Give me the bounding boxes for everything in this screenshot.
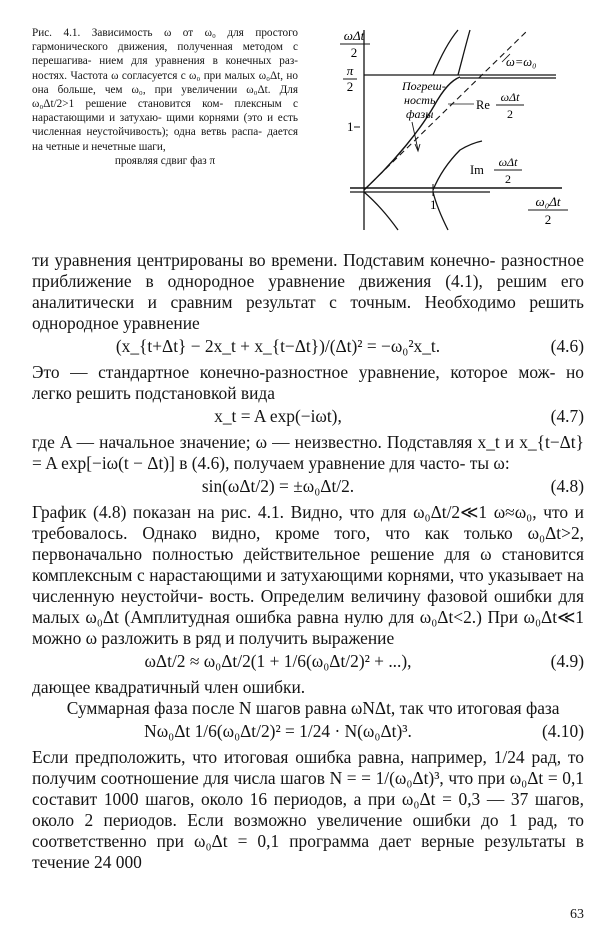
text-line: можно ω разложить в ряд и получить выражение [32, 628, 395, 648]
equation-body: Nω₀Δt 1/6(ω₀Δt/2)² = 1/24 · N(ω₀Δt)³. [144, 721, 412, 741]
figure-4-1 [330, 18, 600, 236]
paragraph [32, 502, 584, 649]
text-line: дающее квадратичный член ошибки. [32, 677, 306, 697]
text-line: ты ω: [469, 453, 510, 473]
identity-label: ω=ω₀ [506, 55, 537, 69]
text-line: вость. Определим величину фазовой ошибки для малых ω₀Δt [32, 586, 584, 627]
paragraph [32, 432, 584, 474]
text-line: периодов, а при ω₀Δt = 0,3 — 37 шагов, около 2 периодов. Если [32, 789, 584, 830]
equation-4-10 [32, 721, 584, 745]
paragraph [32, 250, 584, 334]
re-label-den: 2 [507, 107, 513, 121]
caption-line: ω₀Δt/2>1 решение становится ком- [32, 98, 224, 111]
caption-line: ностях. Частота ω согласуется с ω₀ [32, 69, 201, 82]
equation-body: sin(ωΔt/2) = ±ω₀Δt/2. [201, 476, 355, 496]
y-axis-label-den: 2 [350, 45, 358, 60]
paragraph [32, 677, 584, 698]
phase-error-label-1: Погреш- [402, 79, 446, 93]
text-line: где A — начальное значение; ω — неизвестно. Подставляя x_t и [32, 432, 515, 452]
y-axis-label-num: ωΔt [343, 28, 365, 43]
text-line: Необходимо решить однородное уравнение [32, 292, 584, 333]
im-label-prefix: Im [470, 163, 484, 177]
text-line: Если предположить, что итоговая ошибка равна, например, 1/24 [32, 747, 525, 767]
text-line: = 1/(ω₀Δt)³, что при ω₀Δt = 0,1 составит 1000 шагов, около 16 [32, 768, 584, 809]
caption-last-line: проявляя сдвиг фаз π [114, 154, 216, 167]
text-line: итоговая фаза [457, 698, 560, 718]
paragraph [32, 362, 584, 404]
caption-line: нием для уравнения в конечных раз- [99, 55, 299, 68]
equation-body: ωΔt/2 ≈ ω₀Δt/2(1 + 1/6(ω₀Δt/2)² + ...), [144, 651, 412, 671]
caption-line: дается на четные и нечетные шаги, [32, 126, 298, 153]
equation-4-7 [32, 406, 584, 430]
text-line: Это — стандартное конечно-разностное уравнение, которое мож- [32, 362, 556, 382]
text-line: но легко решить подстановкой вида [32, 362, 584, 403]
re-label-prefix: Re [476, 98, 490, 112]
upper-branch-right [458, 30, 470, 75]
im-label-num: ωΔt [498, 155, 518, 169]
text-line: рад, то получим соотношение для числа шагов N = [32, 747, 584, 788]
x-axis-label-num: ω₀Δt [535, 194, 561, 209]
equation-number: (4.8) [550, 476, 584, 496]
text-line: затухающими корнями, что указывает на численную неустойчи- [32, 565, 584, 606]
text-line: (4.1), решим его аналитически и сравним результат с точным. [32, 271, 584, 312]
text-line: разностное приближение в однородное уравнение движения [32, 250, 584, 291]
phase-error-label-2: ность [404, 93, 436, 107]
im-label-den: 2 [505, 172, 511, 186]
text-line: только ω₀Δt>2, первоначально полностью действительное [32, 523, 584, 564]
caption-line: плексным с нарастающими и затухаю- [32, 98, 298, 125]
equation-4-6 [32, 336, 584, 360]
equation-body: (x_{t+Δt} − 2x_t + x_{t−Δt})/(Δt)² = −ω₀²x_t. [115, 336, 441, 356]
caption-line: щими корнями (это и есть численная [32, 112, 298, 139]
text-line: График (4.8) показан на рис. 4.1. Видно, что для ω₀Δt/2≪1 [32, 502, 488, 522]
upper-branch-left [433, 30, 458, 75]
figure-caption [32, 26, 298, 168]
paragraph [32, 698, 584, 719]
equation-4-9 [32, 651, 584, 675]
text-line: ти уравнения центрированы во времени. Подставим конечно- [32, 250, 496, 270]
caption-line: чем ω₀, при увеличении ω₀Δt. Для [104, 83, 298, 96]
lower-branch-left [364, 192, 398, 230]
phase-error-label-3: фазы [406, 107, 434, 121]
pi-tick-den: 2 [346, 79, 354, 94]
text-line: (Амплитудная ошибка равна нулю для ω₀Δt<2.) При ω₀Δt≪1 [124, 607, 584, 627]
paragraph [32, 747, 584, 873]
text-line: ω₀Δt = 0,1 программа дает верные результаты в течение 24 000 [32, 831, 584, 872]
equation-number: (4.6) [550, 336, 584, 356]
equation-4-8 [32, 476, 584, 500]
page-number: 63 [570, 907, 584, 922]
y-tick-one: 1 [347, 119, 354, 134]
caption-line: неустойчивость); одна ветвь распа- [86, 126, 262, 139]
text-line: решение для ω становится комплексным с нарастающими и [32, 544, 584, 585]
caption-line: при малых ω₀Δt, но она больше, [32, 69, 299, 96]
x-axis-label-den: 2 [544, 212, 552, 227]
text-line: x_{t−Δt} = A exp[−iω(t − Δt)] в (4.6), получаем уравнение для часто- [32, 432, 584, 473]
x-tick-one: 1 [430, 197, 437, 212]
equation-number: (4.9) [550, 651, 584, 671]
equation-body: x_t = A exp(−iωt), [214, 406, 342, 426]
pi-tick-num: π [346, 63, 354, 78]
text-line: Суммарная фаза после N шагов равна ωNΔt, так что [66, 698, 453, 718]
text-line: возможно увеличение ошибки до 1 рад, то соответственно при [32, 810, 585, 851]
re-label-num: ωΔt [500, 90, 520, 104]
caption-line: простого гармонического движения, [32, 27, 298, 54]
body-text [32, 250, 584, 873]
text-line: ω≈ω₀, что и требовалось. Однако видно, кроме того, что как [32, 502, 584, 543]
equation-number: (4.7) [550, 406, 584, 426]
caption-line: Рис. 4.1. Зависимость ω от ω₀ для [32, 27, 244, 39]
equation-number: (4.10) [541, 721, 584, 741]
caption-line: полученная методом с перешагива- [32, 41, 299, 68]
